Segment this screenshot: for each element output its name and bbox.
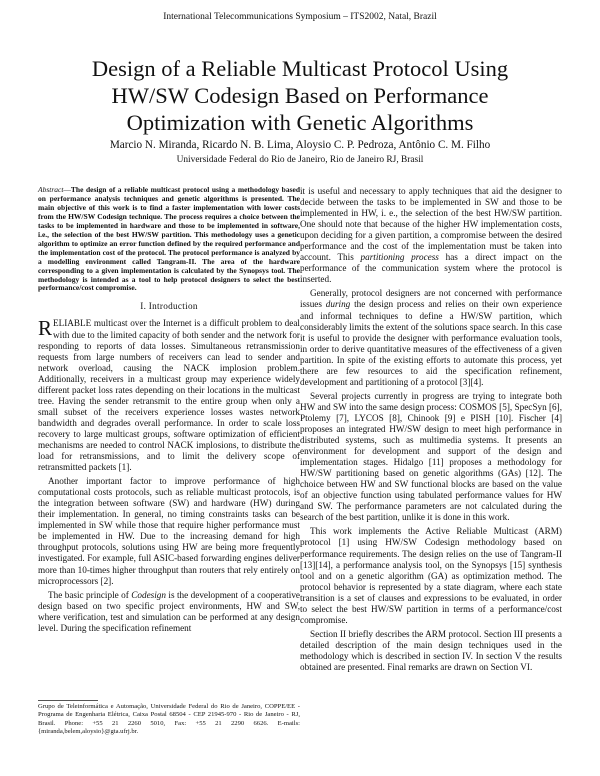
intro-p3-part-b: is the development of a cooperative design based on two specific project environments, HW and SW, where verification, test and simulation can be performed at any design level. During the specification refinement [38,589,301,633]
title-line-2: HW/SW Codesign Based on Performance [111,83,489,108]
left-column [38,186,300,637]
footnote-rule [38,700,98,701]
affiliation: Universidade Federal do Rio de Janeiro, Rio de Janeiro RJ, Brasil [176,155,424,165]
right-p2-emphasis: during [325,299,351,310]
right-p2-part-b: the design process and relies on their own experience and informal techniques to define a HW/SW partition, which considerably limits the extent of the solutions space search. In this case it is useful to provide the designer with performance evaluation tools, in order to derive quantitative measures of the effectiveness of a given partition. In spite of the existing efforts to automate this process, yet there are few resources to aid the specification refinement, development and partitioning of a protocol [3][4]. [300,299,562,387]
intro-paragraph-1 [38,318,300,473]
right-p1-part-a: it is useful and necessary to apply techniques that aid the designer to decide between the tasks to be implemented in SW and those to be implemented in HW, i. e., the selection of the best HW/SW partition. One should note that because of the higher HW implementation costs, upon deciding for a given partition, a compromise between the desired performance and the cost of the implementation must be taken into account. This [300,186,562,263]
footnote [38,700,300,737]
right-paragraph-1 [300,186,562,285]
abstract-label: Abstract [38,185,64,194]
author-list: Marcio N. Miranda, Ricardo N. B. Lima, Aloysio C. P. Pedroza, Antônio C. M. Filho [109,139,491,151]
right-paragraph-2 [300,288,562,387]
right-p2-part-a: Generally, protocol designers are not concerned with performance issues [300,288,562,310]
right-paragraph-3: Several projects currently in progress are trying to integrate both HW and SW into the same design process: COSMOS [5], SpecSyn [6], Ptolemy [7], LYCOS [8], Chinook [9] e PISH [10]. Fischer [4] proposes an integrated HW/SW design to meet high performance in distributed systems, such as multimedia systems. It presents an environment for development and support of the design and implementation stages. Hidalgo [11] proposes a methodology for HW/SW partitioning based on genetic algorithms (GAs) [12]. The choice between HW and SW functional blocks are based on the value of an objective function using tabulated performance values for HW and SW. The performance parameters are not calculated during the search of the best partition, unlike it is done in this work. [300,390,562,523]
drop-cap: R [38,316,53,341]
intro-paragraph-3 [38,590,300,634]
right-paragraph-4: This work implements the Active Reliable Multicast (ARM) protocol [1] using HW/SW Codesign methodology based on performance requirements. The design relies on the use of Tangram-II [13][14], a performance analysis tool, on the Synopsys [15] synthesis tool and on a genetic algorithm (GA) as optimization method. The protocol behavior is represented by a state diagram, where each state transition is a set of clauses and expressions to be evaluated, in order to select the best HW/SW partition in terms of a performance/cost compromise. [300,526,562,625]
title-line-3: Optimization with Genetic Algorithms [126,110,474,135]
abstract [38,186,300,293]
intro-p3-part-a: The basic principle of [48,589,132,600]
footnote-text: Grupo de Teleinformática e Automação, Universidade Federal do Rio de Janeiro, COPPE/EE - Programa de Engenharia Elétrica, Caixa Postal 68504 - CEP 21945-970 - Rio de Janeiro - RJ, Brasil. Phone: +55 21 2260 5010, Fax: +55 21 2290 6626. E-mails: {miranda,belem,aloysio}@gta.ufrj.br. [38,703,300,736]
right-p1-emphasis: partitioning process [360,252,439,263]
abstract-dash: — [63,185,71,194]
right-paragraph-5: Section II briefly describes the ARM protocol. Section III presents a detailed description of the main design techniques used in the methodology which is described in section IV. In section V the results obtained are presented. Final remarks are drawn on Section VI. [300,628,562,672]
right-p1-part-b: has a direct impact on the performance of the communication system where the protocol is inserted. [300,252,562,285]
paper-title [40,55,560,136]
title-line-1: Design of a Reliable Multicast Protocol Using [91,56,509,81]
section-heading-introduction: I. Introduction [140,301,198,312]
intro-paragraph-1-text: ELIABLE multicast over the Internet is a difficult problem to deal with due to the limited capacity of both sender and the network for responding to reports of data losses. Simultaneous retransmission requests from large numbers of receivers can lead to sender and network overload, causing the NACK implosion problem. Additionally, receivers in a multicast group may experience widely different packet loss rates depending on their locations in the multicast tree. Having the sender retransmit to the entire group when only a small subset of the receivers experience losses wastes network bandwidth and degrades overall performance. In order to scale loss recovery to large multicast groups, software optimization of efficient mechanisms are needed to control NACK implosions, to distribute the load for retransmissions, and to limit the delivery scope of retransmitted packets [1]. [38,318,300,473]
abstract-text: The design of a reliable multicast protocol using a methodology based on performance analysis techniques and genetic algorithms is presented. The main objective of this work is to find a faster implementation with lower costs from the HW/SW Codesign technique. The process requires a choice between the tasks to be implemented in hardware and those to be implemented in software, i.e., the selection of the best HW/SW partition. This methodology uses a genetic algorithm to optimize an error function defined by the required performance and the implementation cost of the protocol. The protocol performance is analyzed by a modelling environment called Tangram-II. The area of the hardware corresponding to a given implementation is calculated by the Synopsys tool. The methodology is intended as a tool to help protocol designers to select the best performance/cost compromise. [38,185,300,293]
conference-header: International Telecommunications Symposium – ITS2002, Natal, Brazil [163,12,437,22]
intro-p3-emphasis: Codesign [131,589,166,600]
intro-paragraph-2: Another important factor to improve performance of high computational costs protocols, such as reliable multicast protocols, is the integration between software (SW) and hardware (HW) during their implementation. In general, no timing constraints tasks can be implemented in SW while those that require higher performance must be implemented in HW. Due to the increasing demand for high throughput protocols, solutions using HW are being more frequently investigated. For example, full ASIC-based forwarding engines deliver more than 10-times higher throughput than routers that rely entirely on microprocessors [2]. [38,476,300,586]
right-column [300,186,562,676]
